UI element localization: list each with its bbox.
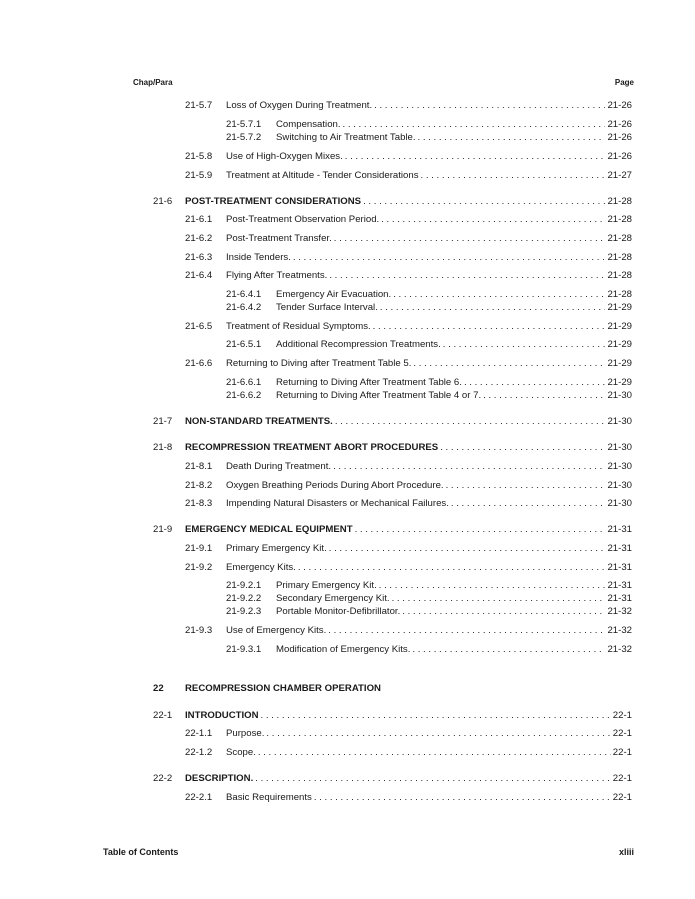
dot-leader bbox=[418, 131, 606, 144]
toc-entry bbox=[185, 460, 632, 473]
toc-entry-number: 21-6.1 bbox=[185, 214, 213, 225]
dot-leader bbox=[451, 497, 606, 510]
toc-entry-number: 21-5.7.2 bbox=[226, 132, 262, 143]
toc-entry-title: Post-Treatment Observation Period. bbox=[226, 214, 380, 225]
toc-entry-page: 21-29 bbox=[607, 377, 632, 388]
toc-entry-number: 21-8.1 bbox=[185, 461, 213, 472]
toc-entry-page: 22-1 bbox=[612, 773, 632, 784]
toc-section-heading bbox=[153, 195, 632, 208]
toc-entry bbox=[185, 746, 632, 759]
toc-section-heading bbox=[153, 709, 632, 722]
toc-entry-number: 21-6.2 bbox=[185, 233, 213, 244]
dot-leader bbox=[392, 592, 606, 605]
column-header-page: Page bbox=[614, 78, 634, 87]
dot-leader bbox=[483, 389, 605, 402]
dot-leader bbox=[298, 561, 606, 574]
toc-entry-page: 21-32 bbox=[607, 644, 632, 655]
toc-entry-number: 21-6.4 bbox=[185, 270, 213, 281]
dot-leader bbox=[258, 746, 611, 759]
toc-entry-number: 21-6.5.1 bbox=[226, 339, 262, 350]
toc-entry-page: 21-31 bbox=[607, 543, 632, 554]
toc-entry bbox=[185, 269, 632, 282]
toc-entry-title: Modification of Emergency Kits. bbox=[276, 644, 411, 655]
toc-entry-title: Use of High-Oxygen Mixes. bbox=[226, 151, 343, 162]
toc-entry-title: Purpose. bbox=[226, 728, 265, 739]
toc-entry-page: 21-30 bbox=[607, 498, 632, 509]
toc-entry-title: Emergency Kits. bbox=[226, 562, 296, 573]
toc-entry-title: Treatment of Residual Symptoms. bbox=[226, 321, 371, 332]
toc-entry-page: 21-28 bbox=[607, 289, 632, 300]
dot-leader bbox=[363, 195, 605, 208]
dot-leader bbox=[328, 624, 605, 637]
dot-leader bbox=[402, 605, 605, 618]
toc-entry-page: 21-32 bbox=[607, 606, 632, 617]
toc-entry bbox=[226, 579, 632, 592]
dot-leader bbox=[380, 301, 606, 314]
toc-entry bbox=[226, 301, 632, 314]
footer-title: Table of Contents bbox=[103, 847, 179, 857]
toc-chapter-heading bbox=[153, 682, 632, 695]
toc-entry-number: 21-6.6.2 bbox=[226, 390, 262, 401]
toc-entry-number: 21-6 bbox=[153, 196, 173, 207]
toc-entry-title: POST-TREATMENT CONSIDERATIONS bbox=[185, 196, 362, 207]
toc-entry-number: 21-5.7.1 bbox=[226, 119, 262, 130]
column-header-chap-para: Chap/Para bbox=[133, 78, 173, 87]
toc-entry-page: 21-28 bbox=[607, 196, 632, 207]
toc-entry-title: Emergency Air Evacuation. bbox=[276, 289, 392, 300]
toc-entry bbox=[185, 561, 632, 574]
dot-leader bbox=[413, 357, 605, 370]
toc-entry-title: NON-STANDARD TREATMENTS. bbox=[185, 416, 333, 427]
toc-entry-page: 21-31 bbox=[607, 524, 632, 535]
toc-entry-page: 21-26 bbox=[607, 151, 632, 162]
toc-entry bbox=[226, 288, 632, 301]
toc-section-heading bbox=[153, 415, 632, 428]
toc-entry-title: INTRODUCTION bbox=[185, 710, 259, 721]
toc-entry-number: 21-8 bbox=[153, 442, 173, 453]
dot-leader bbox=[464, 376, 606, 389]
dot-leader bbox=[345, 150, 606, 163]
toc-entry-title: Flying After Treatments. bbox=[226, 270, 328, 281]
toc-entry-page: 21-30 bbox=[607, 461, 632, 472]
toc-entry bbox=[185, 169, 632, 182]
toc-entry-title: Primary Emergency Kit. bbox=[226, 543, 327, 554]
dot-leader bbox=[443, 338, 606, 351]
toc-entry bbox=[185, 542, 632, 555]
toc-entry bbox=[226, 376, 632, 389]
toc-entry-number: 21-9.2.1 bbox=[226, 580, 262, 591]
toc-entry-title: Portable Monitor-Defibrillator. bbox=[276, 606, 401, 617]
toc-entry-number: 21-6.6 bbox=[185, 358, 213, 369]
toc-entry bbox=[185, 497, 632, 510]
toc-entry-page: 22-1 bbox=[612, 792, 632, 803]
toc-entry-page: 22-1 bbox=[612, 747, 632, 758]
toc-entry-page: 21-31 bbox=[607, 593, 632, 604]
toc-entry-page: 22-1 bbox=[612, 710, 632, 721]
toc-entry-page: 21-28 bbox=[607, 233, 632, 244]
toc-entry-page: 21-26 bbox=[607, 132, 632, 143]
dot-leader bbox=[421, 169, 606, 182]
toc-entry-page: 21-27 bbox=[607, 170, 632, 181]
toc-entry-number: 21-5.8 bbox=[185, 151, 213, 162]
toc-entry bbox=[185, 213, 632, 226]
toc-entry-page: 21-29 bbox=[607, 321, 632, 332]
toc-entry-number: 22-1 bbox=[153, 710, 173, 721]
dot-leader bbox=[355, 523, 606, 536]
toc-entry bbox=[226, 389, 632, 402]
toc-entry-number: 21-5.7 bbox=[185, 100, 213, 111]
toc-entry bbox=[185, 727, 632, 740]
dot-leader bbox=[329, 542, 606, 555]
toc-entry-title: EMERGENCY MEDICAL EQUIPMENT bbox=[185, 524, 353, 535]
toc-entry-title: Impending Natural Disasters or Mechanical Failures. bbox=[226, 498, 449, 509]
toc-entry-page: 21-30 bbox=[607, 416, 632, 427]
toc-entry-page: 21-31 bbox=[607, 580, 632, 591]
toc-entry-page: 21-31 bbox=[607, 562, 632, 573]
toc-entry-number: 21-9.2.2 bbox=[226, 593, 262, 604]
toc-entry-page: 21-29 bbox=[607, 302, 632, 313]
dot-leader bbox=[333, 460, 605, 473]
toc-entry bbox=[226, 338, 632, 351]
toc-entry bbox=[185, 150, 632, 163]
toc-entry-page: 21-30 bbox=[607, 390, 632, 401]
toc-entry-title: Tender Surface Interval. bbox=[276, 302, 378, 313]
page-number: xliii bbox=[618, 847, 634, 857]
toc-entry-page: 21-29 bbox=[607, 339, 632, 350]
dot-leader bbox=[446, 479, 606, 492]
toc-entry-title: Primary Emergency Kit. bbox=[276, 580, 377, 591]
toc-entry-number: 21-6.6.1 bbox=[226, 377, 262, 388]
toc-entry bbox=[185, 479, 632, 492]
toc-entry-title: Returning to Diving after Treatment Table 5. bbox=[226, 358, 412, 369]
toc-entry-title: Loss of Oxygen During Treatment. bbox=[226, 100, 373, 111]
toc-entry-page: 21-29 bbox=[607, 358, 632, 369]
toc-entry bbox=[185, 624, 632, 637]
dot-leader bbox=[255, 772, 611, 785]
toc-entry-page: 21-26 bbox=[607, 119, 632, 130]
dot-leader bbox=[314, 791, 611, 804]
toc-entry-title: RECOMPRESSION TREATMENT ABORT PROCEDURES bbox=[185, 442, 439, 453]
toc-entry-number: 21-9.3 bbox=[185, 625, 213, 636]
dot-leader bbox=[343, 118, 606, 131]
toc-entry-title: Treatment at Altitude - Tender Considerations bbox=[226, 170, 419, 181]
toc-entry-number: 21-9.1 bbox=[185, 543, 213, 554]
toc-entry-title: Secondary Emergency Kit. bbox=[276, 593, 390, 604]
toc-section-heading bbox=[153, 772, 632, 785]
dot-leader bbox=[329, 269, 605, 282]
toc-entry-title: DESCRIPTION. bbox=[185, 773, 254, 784]
toc-entry-title: Basic Requirements bbox=[226, 792, 312, 803]
dot-leader bbox=[374, 99, 605, 112]
toc-entry bbox=[185, 791, 632, 804]
toc-entry-page: 21-28 bbox=[607, 270, 632, 281]
toc-entry-number: 21-5.9 bbox=[185, 170, 213, 181]
toc-entry-page: 21-32 bbox=[607, 625, 632, 636]
toc-entry-number: 21-6.5 bbox=[185, 321, 213, 332]
toc-entry-page: 21-30 bbox=[607, 442, 632, 453]
toc-entry-title: Additional Recompression Treatments. bbox=[276, 339, 441, 350]
toc-entry-number: 21-6.4.1 bbox=[226, 289, 262, 300]
toc-entry-number: 21-9.3.1 bbox=[226, 644, 262, 655]
toc-entry bbox=[185, 251, 632, 264]
toc-entry bbox=[226, 118, 632, 131]
toc-entry-title: Inside Tenders. bbox=[226, 252, 291, 263]
toc-section-heading bbox=[153, 441, 632, 454]
toc-entry-page: 21-28 bbox=[607, 214, 632, 225]
toc-entry-number: 21-9 bbox=[153, 524, 173, 535]
toc-entry-number: 22-2 bbox=[153, 773, 173, 784]
dot-leader bbox=[266, 727, 610, 740]
toc-entry-page: 21-26 bbox=[607, 100, 632, 111]
toc-entry-title: RECOMPRESSION CHAMBER OPERATION bbox=[185, 683, 381, 694]
toc-entry-page: 21-30 bbox=[607, 480, 632, 491]
toc-entry bbox=[185, 357, 632, 370]
toc-entry bbox=[185, 99, 632, 112]
toc-entry-title: Returning to Diving After Treatment Table 4 or 7. bbox=[276, 390, 482, 401]
toc-entry bbox=[226, 643, 632, 656]
dot-leader bbox=[334, 232, 606, 245]
toc-entry-number: 22-1.2 bbox=[185, 747, 213, 758]
dot-leader bbox=[261, 709, 611, 722]
toc-entry-page: 22-1 bbox=[612, 728, 632, 739]
toc-entry bbox=[226, 592, 632, 605]
dot-leader bbox=[393, 288, 605, 301]
toc-entry-number: 22 bbox=[153, 683, 164, 694]
toc-section-heading bbox=[153, 523, 632, 536]
dot-leader bbox=[335, 415, 606, 428]
toc-entry bbox=[226, 131, 632, 144]
toc-entry-title: Compensation. bbox=[276, 119, 341, 130]
toc-entry bbox=[185, 320, 632, 333]
toc-entry-title: Use of Emergency Kits. bbox=[226, 625, 327, 636]
toc-entry bbox=[226, 605, 632, 618]
dot-leader bbox=[373, 320, 606, 333]
dot-leader bbox=[381, 213, 605, 226]
toc-entry-number: 21-9.2 bbox=[185, 562, 213, 573]
toc-entry-number: 21-8.2 bbox=[185, 480, 213, 491]
toc-entry-number: 21-9.2.3 bbox=[226, 606, 262, 617]
toc-entry-number: 21-7 bbox=[153, 416, 173, 427]
toc-entry bbox=[185, 232, 632, 245]
toc-entry-title: Scope. bbox=[226, 747, 256, 758]
toc-entry-number: 22-2.1 bbox=[185, 792, 213, 803]
toc-entry-number: 21-8.3 bbox=[185, 498, 213, 509]
dot-leader bbox=[412, 643, 605, 656]
toc-entry-title: Death During Treatment. bbox=[226, 461, 332, 472]
toc-entry-title: Returning to Diving After Treatment Table 6. bbox=[276, 377, 462, 388]
dot-leader bbox=[440, 441, 605, 454]
toc-entry-title: Post-Treatment Transfer. bbox=[226, 233, 332, 244]
toc-entry-title: Switching to Air Treatment Table. bbox=[276, 132, 416, 143]
toc-entry-page: 21-28 bbox=[607, 252, 632, 263]
toc-entry-number: 21-6.3 bbox=[185, 252, 213, 263]
toc-entry-number: 21-6.4.2 bbox=[226, 302, 262, 313]
dot-leader bbox=[379, 579, 606, 592]
dot-leader bbox=[293, 251, 606, 264]
toc-entry-title: Oxygen Breathing Periods During Abort Procedure. bbox=[226, 480, 444, 491]
toc-entry-number: 22-1.1 bbox=[185, 728, 213, 739]
